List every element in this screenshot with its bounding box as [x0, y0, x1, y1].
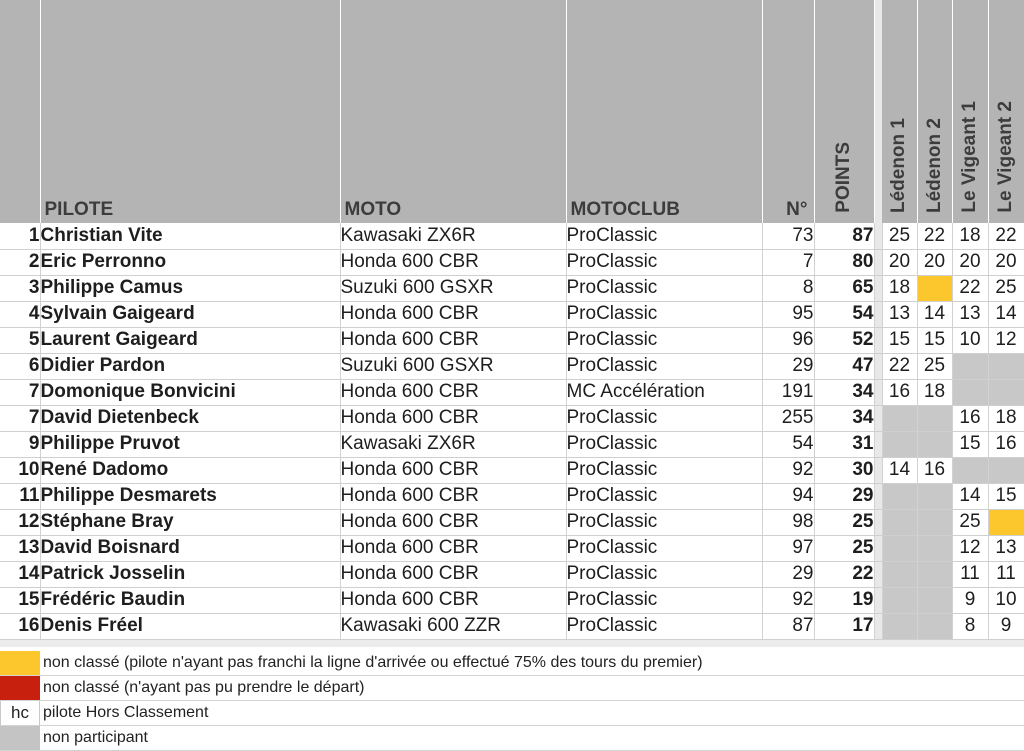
race-result-cell[interactable] [882, 405, 917, 431]
table-row [0, 405, 1024, 431]
points-header-label: POINTS [833, 142, 854, 213]
pilote-cell[interactable]: Sylvain Gaigeard [40, 301, 340, 327]
race-result-cell[interactable] [917, 535, 952, 561]
race-result-cell[interactable]: 10 [952, 327, 988, 353]
column-separator [874, 327, 882, 353]
column-separator [874, 275, 882, 301]
table-row [0, 431, 1024, 457]
number-cell[interactable]: 87 [762, 613, 814, 639]
rank-cell: 13 [0, 535, 40, 561]
header-row [0, 0, 1024, 223]
table-row [0, 301, 1024, 327]
points-cell[interactable]: 25 [814, 535, 874, 561]
motoclub-cell[interactable]: ProClassic [566, 301, 762, 327]
race-result-cell[interactable]: 16 [952, 405, 988, 431]
column-separator [874, 379, 882, 405]
race-result-cell[interactable]: 16 [882, 379, 917, 405]
rank-header [0, 0, 40, 223]
column-separator [874, 457, 882, 483]
race-result-cell[interactable]: 10 [988, 587, 1024, 613]
race-result-cell[interactable] [952, 353, 988, 379]
legend-text: pilote Hors Classement [43, 704, 209, 721]
rank-cell: 10 [0, 457, 40, 483]
race-result-cell[interactable] [917, 483, 952, 509]
points-header[interactable] [814, 0, 874, 223]
pilote-cell[interactable]: Philippe Camus [40, 275, 340, 301]
yellow-swatch [0, 651, 40, 675]
moto-cell[interactable]: Kawasaki ZX6R [340, 431, 566, 457]
number-cell[interactable]: 8 [762, 275, 814, 301]
moto-cell[interactable]: Honda 600 CBR [340, 561, 566, 587]
column-separator [874, 509, 882, 535]
race-result-cell[interactable]: 25 [952, 509, 988, 535]
moto-cell[interactable]: Honda 600 CBR [340, 535, 566, 561]
pilote-cell[interactable]: René Dadomo [40, 457, 340, 483]
race-result-cell[interactable]: 15 [952, 431, 988, 457]
race-header-1[interactable] [882, 0, 917, 223]
moto-cell[interactable]: Kawasaki 600 ZZR [340, 613, 566, 639]
race-result-cell[interactable]: 25 [988, 275, 1024, 301]
race-result-cell[interactable]: 14 [917, 301, 952, 327]
table-spacer [0, 639, 1024, 647]
pilote-cell[interactable]: Domonique Bonvicini [40, 379, 340, 405]
points-cell[interactable]: 34 [814, 405, 874, 431]
race-result-cell[interactable]: 25 [917, 353, 952, 379]
pilote-cell[interactable]: Philippe Pruvot [40, 431, 340, 457]
race-result-cell[interactable]: 22 [988, 223, 1024, 249]
race-header-label: Lédenon 1 [888, 117, 910, 213]
hc-swatch: hc [0, 701, 40, 725]
number-cell[interactable]: 7 [762, 249, 814, 275]
race-result-cell[interactable]: 22 [917, 223, 952, 249]
race-result-cell[interactable] [882, 613, 917, 639]
race-result-cell[interactable]: 22 [952, 275, 988, 301]
race-result-cell[interactable]: 14 [882, 457, 917, 483]
race-result-cell[interactable] [882, 561, 917, 587]
race-result-cell[interactable] [882, 535, 917, 561]
moto-cell[interactable]: Honda 600 CBR [340, 457, 566, 483]
race-result-cell[interactable]: 25 [882, 223, 917, 249]
rank-cell: 15 [0, 587, 40, 613]
moto-cell[interactable]: Kawasaki ZX6R [340, 223, 566, 249]
motoclub-cell[interactable]: ProClassic [566, 535, 762, 561]
points-cell[interactable]: 31 [814, 431, 874, 457]
pilote-cell[interactable]: Christian Vite [40, 223, 340, 249]
points-cell[interactable]: 87 [814, 223, 874, 249]
table-row [0, 457, 1024, 483]
race-result-cell[interactable]: 22 [882, 353, 917, 379]
race-result-cell[interactable]: 15 [988, 483, 1024, 509]
race-result-cell[interactable]: 15 [917, 327, 952, 353]
points-cell[interactable]: 30 [814, 457, 874, 483]
moto-cell[interactable]: Honda 600 CBR [340, 327, 566, 353]
motoclub-cell[interactable]: ProClassic [566, 431, 762, 457]
points-cell[interactable]: 25 [814, 509, 874, 535]
pilote-cell[interactable]: Stéphane Bray [40, 509, 340, 535]
motoclub-cell[interactable]: ProClassic [566, 561, 762, 587]
column-separator [874, 223, 882, 249]
rank-cell: 5 [0, 327, 40, 353]
rank-cell: 9 [0, 431, 40, 457]
column-separator [874, 535, 882, 561]
number-cell[interactable]: 191 [762, 379, 814, 405]
race-result-cell[interactable] [917, 561, 952, 587]
race-header-2[interactable] [917, 0, 952, 223]
moto-cell[interactable]: Honda 600 CBR [340, 483, 566, 509]
column-separator [874, 587, 882, 613]
table-row [0, 223, 1024, 249]
legend-item-non-classe-yellow [0, 651, 1024, 676]
number-cell[interactable]: 54 [762, 431, 814, 457]
rank-cell: 3 [0, 275, 40, 301]
moto-header[interactable]: MOTO [340, 0, 566, 223]
race-result-cell[interactable] [917, 405, 952, 431]
number-cell[interactable]: 73 [762, 223, 814, 249]
column-separator [874, 483, 882, 509]
motoclub-cell[interactable]: MC Accélération [566, 379, 762, 405]
race-result-cell[interactable] [917, 587, 952, 613]
column-separator [874, 405, 882, 431]
column-separator [874, 301, 882, 327]
rank-cell: 16 [0, 613, 40, 639]
race-result-cell[interactable] [917, 613, 952, 639]
number-cell[interactable]: 29 [762, 353, 814, 379]
table-row [0, 509, 1024, 535]
pilote-cell[interactable]: Eric Perronno [40, 249, 340, 275]
motoclub-cell[interactable]: ProClassic [566, 275, 762, 301]
race-result-cell[interactable]: 14 [988, 301, 1024, 327]
race-result-cell[interactable] [882, 587, 917, 613]
race-result-cell[interactable] [882, 431, 917, 457]
race-result-cell[interactable]: 16 [988, 431, 1024, 457]
table-row [0, 483, 1024, 509]
race-result-cell[interactable]: 18 [882, 275, 917, 301]
number-cell[interactable]: 97 [762, 535, 814, 561]
race-result-cell[interactable] [917, 509, 952, 535]
race-result-cell[interactable] [952, 379, 988, 405]
points-cell[interactable]: 19 [814, 587, 874, 613]
race-result-cell[interactable]: 9 [952, 587, 988, 613]
points-cell[interactable]: 47 [814, 353, 874, 379]
pilote-cell[interactable]: Philippe Desmarets [40, 483, 340, 509]
race-result-cell[interactable] [988, 457, 1024, 483]
column-separator [874, 613, 882, 639]
race-result-cell[interactable]: 11 [952, 561, 988, 587]
motoclub-cell[interactable]: ProClassic [566, 405, 762, 431]
race-result-cell[interactable]: 20 [988, 249, 1024, 275]
race-result-cell[interactable] [882, 509, 917, 535]
race-result-cell[interactable]: 16 [917, 457, 952, 483]
race-result-cell[interactable]: 20 [882, 249, 917, 275]
column-separator [874, 353, 882, 379]
race-result-cell[interactable] [917, 431, 952, 457]
motoclub-cell[interactable]: ProClassic [566, 327, 762, 353]
table-row [0, 613, 1024, 639]
race-result-cell[interactable]: 18 [988, 405, 1024, 431]
motoclub-cell[interactable]: ProClassic [566, 457, 762, 483]
pilote-header[interactable]: PILOTE [40, 0, 340, 223]
legend-text: non participant [43, 729, 148, 746]
race-result-cell[interactable]: 20 [917, 249, 952, 275]
race-result-cell[interactable] [988, 379, 1024, 405]
motoclub-cell[interactable]: ProClassic [566, 613, 762, 639]
race-result-cell[interactable]: 13 [952, 301, 988, 327]
gray-swatch [0, 726, 40, 750]
table-row [0, 535, 1024, 561]
number-cell[interactable]: 29 [762, 561, 814, 587]
table-row [0, 379, 1024, 405]
number-cell[interactable]: 94 [762, 483, 814, 509]
race-result-cell[interactable]: 9 [988, 613, 1024, 639]
number-cell[interactable]: 98 [762, 509, 814, 535]
moto-cell[interactable]: Honda 600 CBR [340, 249, 566, 275]
legend-text: non classé (pilote n'ayant pas franchi la ligne d'arrivée ou effectué 75% des tours du premier) [43, 654, 703, 671]
race-result-cell[interactable]: 13 [882, 301, 917, 327]
rank-cell: 14 [0, 561, 40, 587]
legend-item-hors-classement [0, 701, 1024, 726]
points-cell[interactable]: 29 [814, 483, 874, 509]
column-separator [874, 249, 882, 275]
number-cell[interactable]: 96 [762, 327, 814, 353]
points-cell[interactable]: 52 [814, 327, 874, 353]
column-separator [874, 561, 882, 587]
points-cell[interactable]: 17 [814, 613, 874, 639]
rank-cell: 12 [0, 509, 40, 535]
race-header-4[interactable] [988, 0, 1024, 223]
pilote-cell[interactable]: Laurent Gaigeard [40, 327, 340, 353]
race-result-cell[interactable]: 18 [917, 379, 952, 405]
points-cell[interactable]: 54 [814, 301, 874, 327]
race-header-label: Lédenon 2 [923, 117, 945, 213]
spacer-cell [0, 639, 1024, 647]
race-result-cell[interactable] [882, 483, 917, 509]
moto-cell[interactable]: Honda 600 CBR [340, 301, 566, 327]
motoclub-cell[interactable]: ProClassic [566, 587, 762, 613]
table-row [0, 353, 1024, 379]
rank-cell: 7 [0, 405, 40, 431]
legend [0, 651, 1024, 751]
moto-cell[interactable]: Honda 600 CBR [340, 587, 566, 613]
moto-cell[interactable]: Suzuki 600 GSXR [340, 353, 566, 379]
motoclub-cell[interactable]: ProClassic [566, 509, 762, 535]
race-result-cell[interactable] [917, 275, 952, 301]
race-result-cell[interactable] [988, 509, 1024, 535]
table-row [0, 561, 1024, 587]
race-header-label: Le Vigeant 1 [959, 101, 980, 213]
race-result-cell[interactable] [952, 457, 988, 483]
table-row [0, 327, 1024, 353]
rank-cell: 11 [0, 483, 40, 509]
motoclub-header[interactable]: MOTOCLUB [566, 0, 762, 223]
legend-item-non-participant [0, 726, 1024, 751]
rank-cell: 4 [0, 301, 40, 327]
motoclub-cell[interactable]: ProClassic [566, 249, 762, 275]
race-result-cell[interactable]: 13 [988, 535, 1024, 561]
motoclub-cell[interactable]: ProClassic [566, 483, 762, 509]
rank-cell: 2 [0, 249, 40, 275]
column-separator [874, 0, 882, 223]
table-row [0, 587, 1024, 613]
race-result-cell[interactable]: 12 [952, 535, 988, 561]
table-row [0, 249, 1024, 275]
race-result-cell[interactable]: 12 [988, 327, 1024, 353]
moto-cell[interactable]: Honda 600 CBR [340, 509, 566, 535]
red-swatch [0, 676, 40, 700]
points-cell[interactable]: 65 [814, 275, 874, 301]
legend-item-non-classe-red [0, 676, 1024, 701]
pilote-cell[interactable]: David Boisnard [40, 535, 340, 561]
rank-cell: 7 [0, 379, 40, 405]
legend-text: non classé (n'ayant pas pu prendre le départ) [43, 679, 365, 696]
race-result-cell[interactable]: 11 [988, 561, 1024, 587]
rank-cell: 1 [0, 223, 40, 249]
points-cell[interactable]: 80 [814, 249, 874, 275]
race-result-cell[interactable]: 18 [952, 223, 988, 249]
pilote-cell[interactable]: David Dietenbeck [40, 405, 340, 431]
column-separator [874, 431, 882, 457]
motoclub-cell[interactable]: ProClassic [566, 223, 762, 249]
moto-cell[interactable]: Suzuki 600 GSXR [340, 275, 566, 301]
number-header[interactable]: N° [762, 0, 814, 223]
pilote-cell[interactable]: Patrick Josselin [40, 561, 340, 587]
points-cell[interactable]: 22 [814, 561, 874, 587]
table-row [0, 275, 1024, 301]
race-result-cell[interactable]: 8 [952, 613, 988, 639]
motoclub-cell[interactable]: ProClassic [566, 353, 762, 379]
pilote-cell[interactable]: Denis Fréel [40, 613, 340, 639]
race-result-cell[interactable] [988, 353, 1024, 379]
race-result-cell[interactable]: 15 [882, 327, 917, 353]
race-result-cell[interactable]: 20 [952, 249, 988, 275]
moto-cell[interactable]: Honda 600 CBR [340, 405, 566, 431]
number-cell[interactable]: 92 [762, 587, 814, 613]
race-header-3[interactable] [952, 0, 988, 223]
race-result-cell[interactable]: 14 [952, 483, 988, 509]
pilote-cell[interactable]: Frédéric Baudin [40, 587, 340, 613]
race-header-label: Le Vigeant 2 [995, 101, 1016, 213]
number-cell[interactable]: 95 [762, 301, 814, 327]
number-cell[interactable]: 92 [762, 457, 814, 483]
rank-cell: 6 [0, 353, 40, 379]
number-cell[interactable]: 255 [762, 405, 814, 431]
moto-cell[interactable]: Honda 600 CBR [340, 379, 566, 405]
pilote-cell[interactable]: Didier Pardon [40, 353, 340, 379]
points-cell[interactable]: 34 [814, 379, 874, 405]
